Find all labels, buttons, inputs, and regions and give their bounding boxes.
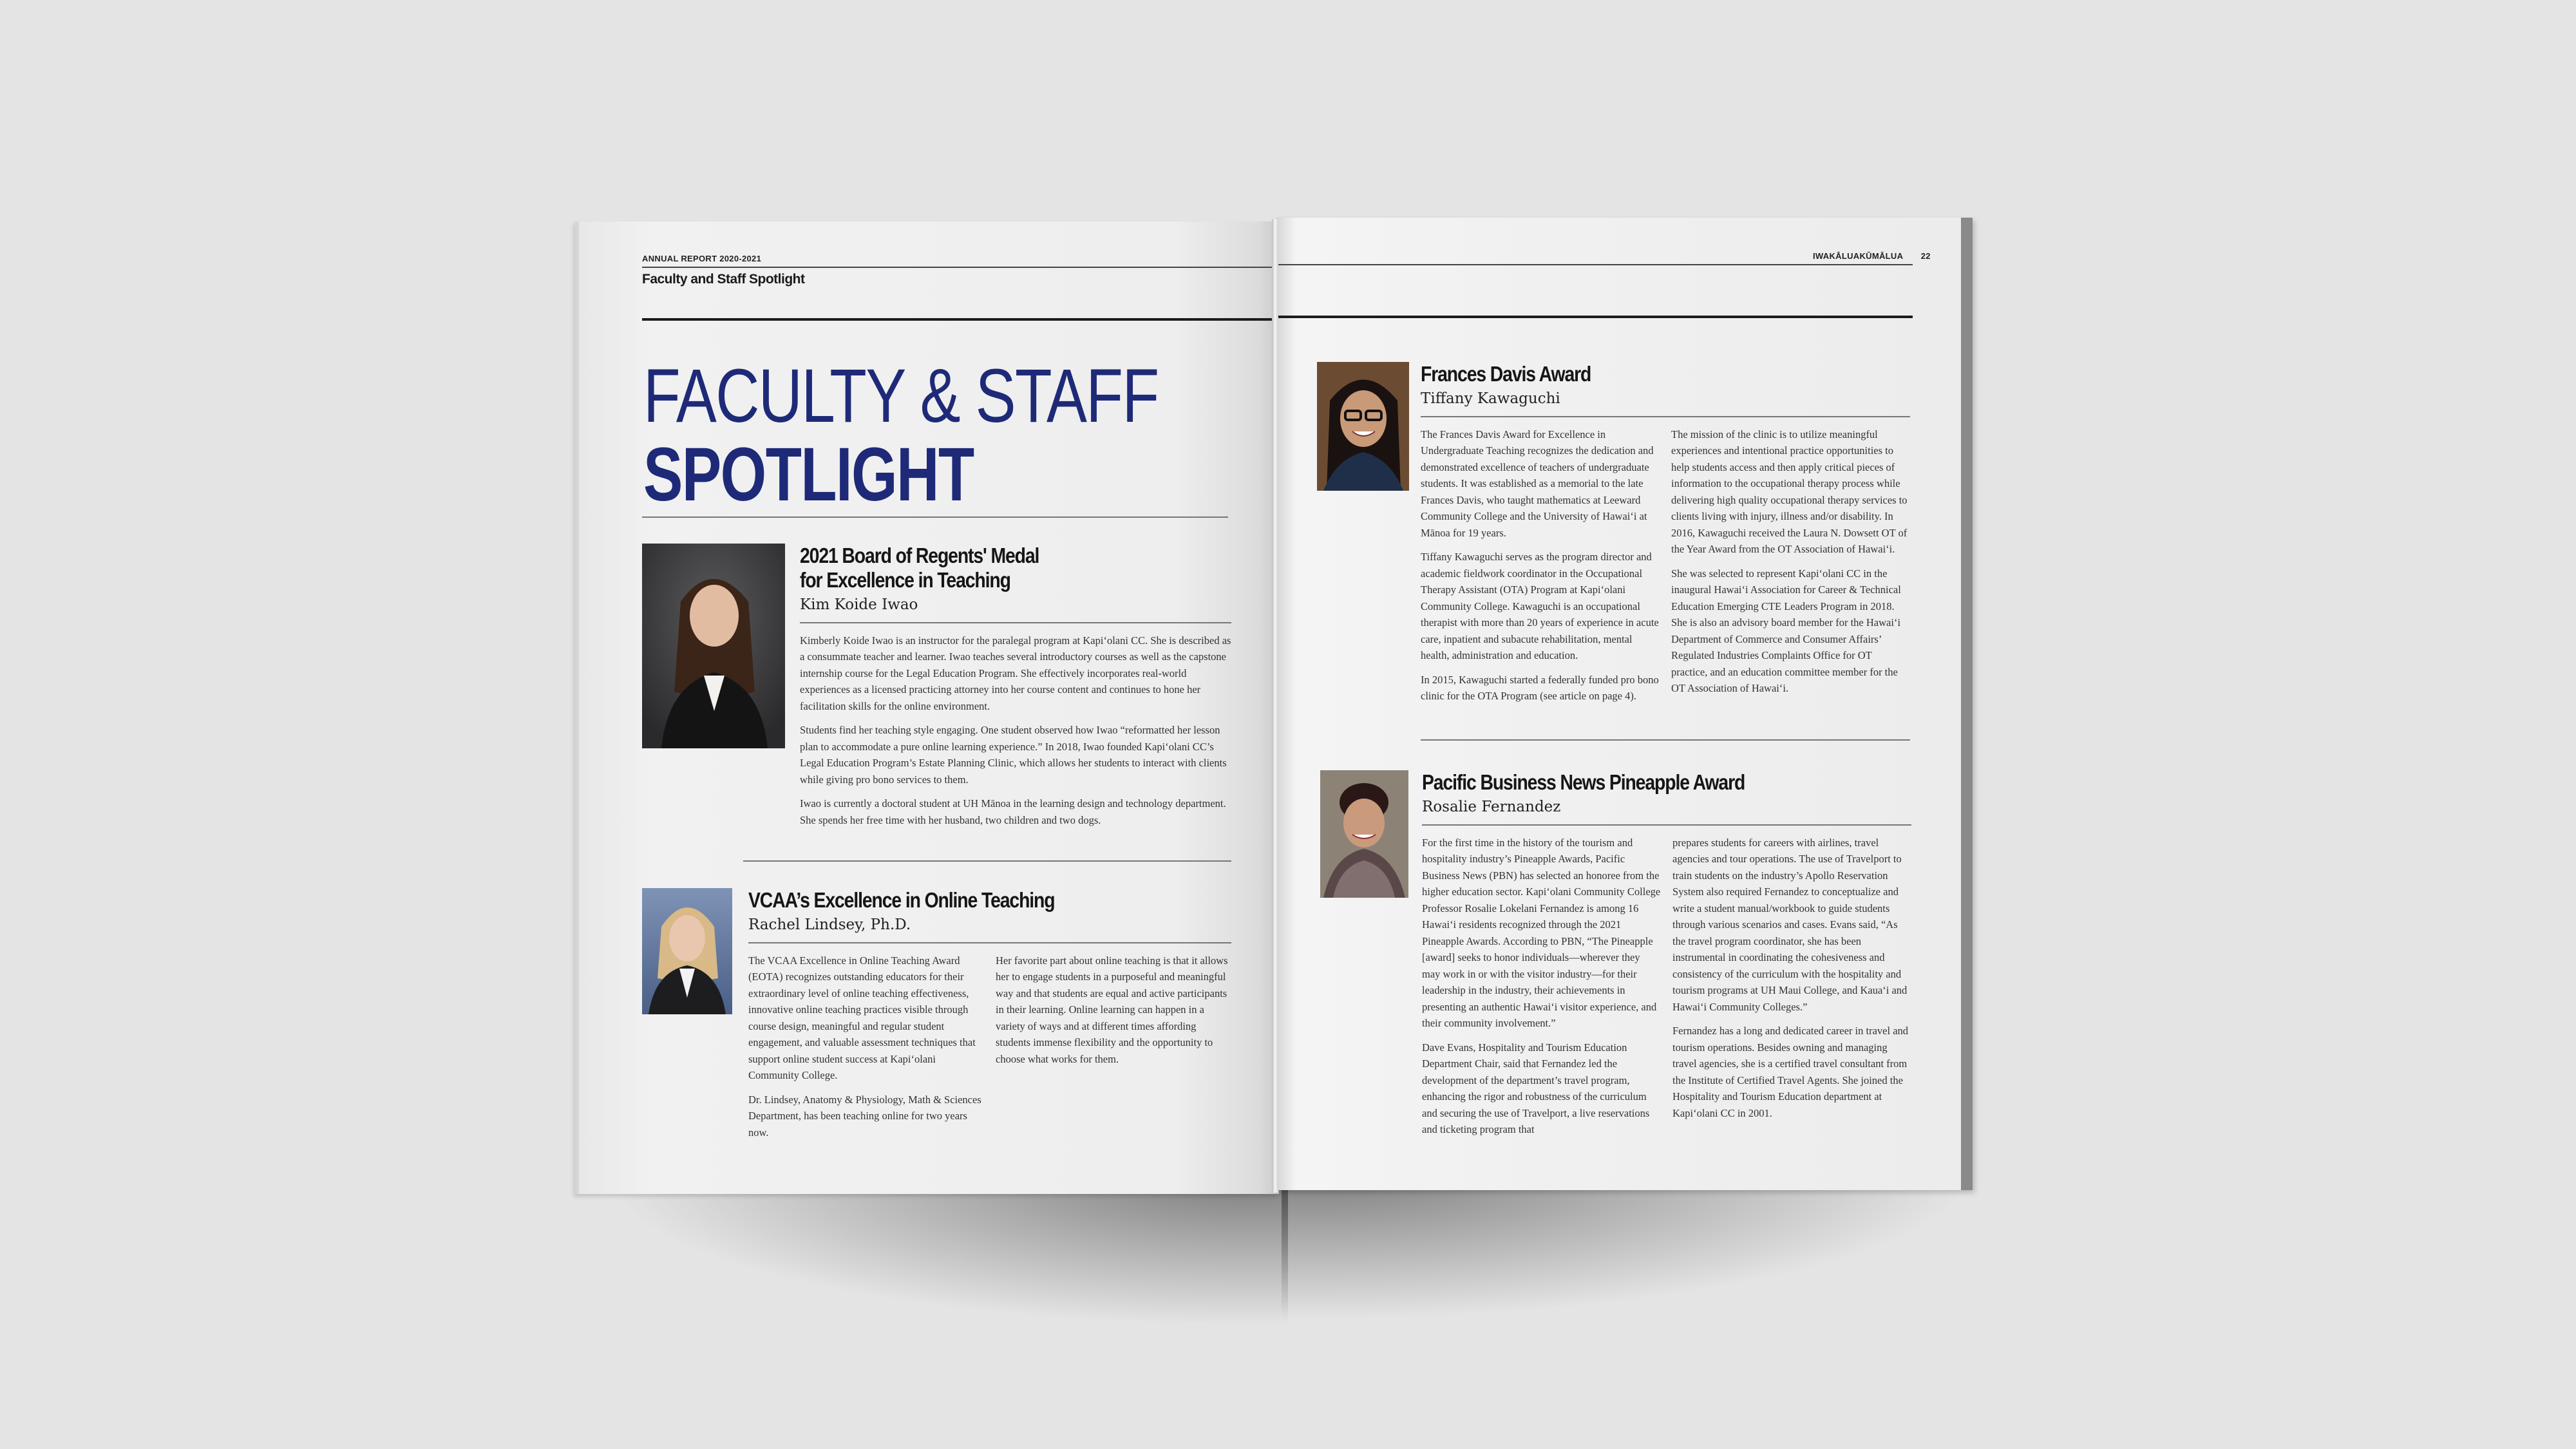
feature-rule bbox=[748, 942, 1231, 943]
paragraph: Kimberly Koide Iwao is an instructor for the paralegal program at Kapi‘olani CC. She is described as a consummate teacher and learner. Iwao teaches several introductory courses as well as the capstone internship course for the Legal Education Program. She effectively incorporates real-world experiences as a licensed practicing attorney into her course content and continues to hone her facilitation skills for the online environment. bbox=[800, 634, 1231, 712]
paragraph: Dave Evans, Hospitality and Tourism Education Department Chair, said that Fernandez led the development of the department’s travel program, enhancing the rigor and robustness of the curriculum and securing the use of Travelport, a live reservations and ticketing program that bbox=[1422, 1041, 1650, 1136]
paragraph: The Frances Davis Award for Excellence in Undergraduate Teaching recognizes the dedication and demonstrated excellence of teachers of undergraduate students. It was established as a memorial to the late Frances Davis, who taught mathematics at Leeward Community College and the University of Hawai‘i at Mānoa for 19 years. bbox=[1421, 428, 1654, 539]
portrait-rosalie-fernandez bbox=[1320, 770, 1408, 898]
award-title: VCAA’s Excellence in Online Teaching bbox=[748, 888, 1055, 912]
paragraph: Tiffany Kawaguchi serves as the program director and academic fieldwork coordinator in the Occupational Therapy Assistant (OTA) Program at Kapi‘olani Community College. Kawaguchi is an occupational therapist with more than 20 years of experience in acute care, inpatient and subacute rehabilitation, mental health, administration and education. bbox=[1421, 551, 1659, 662]
award-title: 2021 Board of Regents' Medal bbox=[800, 544, 1039, 567]
awardee-name: Kim Koide Iwao bbox=[800, 596, 918, 613]
award-title: Frances Davis Award bbox=[1421, 362, 1591, 386]
feature-columns bbox=[1421, 426, 1910, 712]
column-1 bbox=[1421, 426, 1660, 712]
award-title-line2: for Excellence in Teaching bbox=[800, 567, 1010, 592]
paragraph: The VCAA Excellence in Online Teaching Award (EOTA) recognizes outstanding educators for their extraordinary level of online teaching effectiveness, innovative online teaching practices visible through course design, meaningful and regular student engagement, and valuable assessment techniques that support online student success at Kapi‘olani Community College. bbox=[748, 954, 976, 1082]
title-rule bbox=[642, 516, 1228, 518]
header-rule bbox=[1275, 264, 1913, 265]
paragraph: Fernandez has a long and dedicated career in travel and tourism operations. Besides owning and managing travel agencies, she is a certified travel consultant from the Institute of Certified Travel Agents. She joined the Hospitality and Tourism Education department at Kapi‘olani CC in 2001. bbox=[1672, 1025, 1909, 1119]
awardee-name: Rachel Lindsey, Ph.D. bbox=[748, 916, 911, 933]
running-header: ANNUAL REPORT 2020-2021 bbox=[642, 254, 762, 263]
paragraph: Her favorite part about online teaching is that it allows her to engage students in a purposeful and meaningful way and that students are equal and active participants in their learning. Online learning can happen in a variety of ways and at different times affording students immense flexibility and the opportunity to choose what works for them. bbox=[996, 954, 1228, 1065]
header-rule bbox=[642, 267, 1279, 268]
feature-rosalie-fernandez bbox=[1422, 770, 1911, 1146]
running-header-text: IWAKĀLUAKŪMĀLUA bbox=[1813, 251, 1903, 261]
page-title-line2: SPOTLIGHT bbox=[643, 432, 974, 517]
paragraph: The mission of the clinic is to utilize meaningful experiences and intentional practice opportunities to help students access and then apply critical pieces of information to the occupational therapy process while delivering high quality occupational therapy services to clients living with injury, illness and/or disability. In 2016, Kawaguchi received the Laura N. Dowsett OT of the Year Award from the OT Association of Hawai‘i. bbox=[1671, 428, 1908, 556]
paragraph: prepares students for careers with airlines, travel agencies and tour operations. The use of Travelport to train students on the industry’s Apollo Reservation System also required Fernandez to conceptualize and write a student manual/workbook to guide students through various scenarios and cases. Evans said, “As the travel program coordinator, she has been instrumental in coordinating the cohesiveness and consistency of the curriculum with the hospitality and tourism programs at UH Maui College, and Kaua‘i and Hawai‘i Community Colleges.” bbox=[1672, 836, 1908, 1013]
paragraph: In 2015, Kawaguchi started a federally funded pro bono clinic for the OTA Program (see article on page 4). bbox=[1421, 673, 1659, 703]
section-divider bbox=[1421, 739, 1910, 741]
award-title: Pacific Business News Pineapple Award bbox=[1422, 770, 1745, 794]
column-2 bbox=[1672, 835, 1911, 1146]
awardee-name: Tiffany Kawaguchi bbox=[1421, 390, 1560, 407]
running-header bbox=[1813, 251, 1931, 261]
feature-body bbox=[800, 632, 1231, 829]
right-page bbox=[1275, 218, 1973, 1190]
feature-rule bbox=[1421, 416, 1910, 417]
column-2 bbox=[1671, 426, 1910, 712]
paragraph: Students find her teaching style engaging. One student observed how Iwao “reformatted her lesson plan to accommodate a pure online learning experience.” In 2018, Iwao founded Kapi‘olani CC’s Legal Education Program’s Estate Planning Clinic, which allows her students to interact with clients while giving pro bono services to them. bbox=[800, 724, 1227, 786]
header-thick-rule bbox=[1275, 316, 1913, 318]
paragraph: Dr. Lindsey, Anatomy & Physiology, Math & Sciences Department, has been teaching online for two years now. bbox=[748, 1093, 981, 1139]
book-shadow-right bbox=[1282, 1172, 1977, 1320]
portrait-rachel-lindsey bbox=[642, 888, 732, 1014]
feature-columns bbox=[748, 952, 1231, 1149]
feature-tiffany-kawaguchi bbox=[1421, 362, 1910, 712]
awardee-name: Rosalie Fernandez bbox=[1422, 798, 1561, 815]
header-thick-rule bbox=[642, 318, 1279, 321]
feature-rachel-lindsey bbox=[748, 888, 1231, 1148]
feature-rule bbox=[1422, 824, 1911, 826]
left-page bbox=[575, 222, 1279, 1194]
paragraph: For the first time in the history of the tourism and hospitality industry’s Pineapple Awards, Pacific Business News (PBN) has selected an honoree from the higher education sector. Kapi‘olani Community College Professor Rosalie Lokelani Fernandez is among 16 Hawai‘i residents recognized through the 2021 Pineapple Awards. According to PBN, “The Pineapple [award] seeks to honor individuals—wherever they may work in or with the visitor industry—for their leadership in the industry, their achievements in presenting an authentic Hawai‘i visitor experience, and their community involvement.” bbox=[1422, 836, 1661, 1030]
column-2 bbox=[996, 952, 1231, 1149]
section-title: Faculty and Staff Spotlight bbox=[642, 272, 805, 287]
paragraph: Iwao is currently a doctoral student at UH Mānoa in the learning design and technology department. She spends her free time with her husband, two children and two dogs. bbox=[800, 797, 1226, 826]
page-title bbox=[643, 354, 1287, 517]
book-spine bbox=[1272, 219, 1278, 1193]
column-1 bbox=[1422, 835, 1661, 1146]
feature-columns bbox=[1422, 835, 1911, 1146]
feature-rule bbox=[800, 622, 1231, 623]
page-title-line1: FACULTY & STAFF bbox=[643, 354, 1159, 439]
column-1 bbox=[748, 952, 984, 1149]
book-shadow-left bbox=[605, 1179, 1288, 1327]
paragraph: She was selected to represent Kapi‘olani CC in the inaugural Hawai‘i Association for Career & Technical Education Emerging CTE Leaders Program in 2018. She is also an advisory board member for the Hawai‘i Department of Commerce and Consumer Affairs’ Regulated Industries Complaints Office for OT practice, and an education committee member for the OT Association of Hawai‘i. bbox=[1671, 567, 1901, 695]
section-divider bbox=[743, 860, 1231, 862]
page-number: 22 bbox=[1920, 251, 1931, 261]
portrait-kim-koide-iwao bbox=[642, 544, 785, 748]
portrait-tiffany-kawaguchi bbox=[1317, 362, 1409, 491]
feature-kim-iwao bbox=[800, 544, 1231, 836]
